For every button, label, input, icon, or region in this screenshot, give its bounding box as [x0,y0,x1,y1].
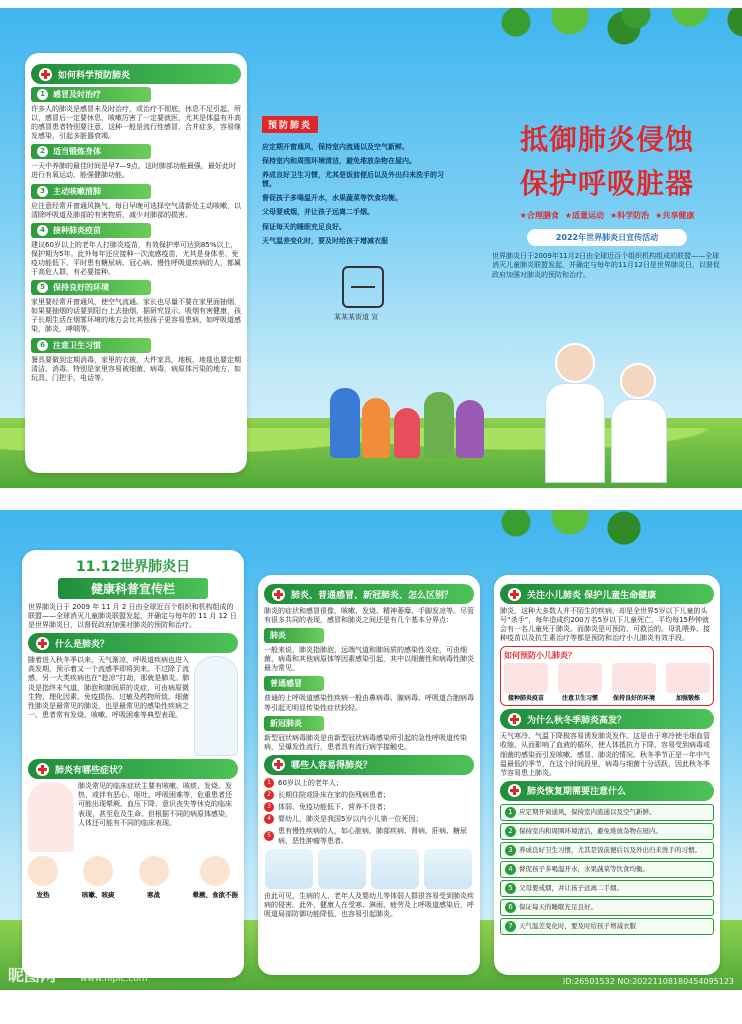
middle-list-item: 天气温差变化时，要及时给孩子增减衣服 [262,236,388,245]
what-header: 什么是肺炎？ [28,633,238,653]
left-panel [25,53,247,473]
child-header: 关注小儿肺炎 保护儿童生命健康 [500,584,714,604]
diff-text: 肺炎的症状和感冒很像，咳嗽、发烧、精神萎靡、手脚发凉等。尽管有很多共同的表现，感冒和肺炎之间还是有几个基本分界点： [264,607,474,625]
cover-tag: ★合理膳食 [519,211,559,220]
prevent-item [666,663,710,702]
recovery-text: 养成良好卫生习惯，尤其是饭前便后以及外出归来洗手的习惯。 [519,845,701,854]
patient-image [318,849,366,889]
prevent-label: 加强锻炼 [675,695,700,703]
section-title [31,280,151,295]
watermark-logo: 昵图网 [8,966,57,985]
risk-text: 由此可见，生病的人、老年人及婴幼儿等体弱人群很容易受到肺炎疾病的侵害。此外，健康人在受寒、淋雨、疲劳及上呼吸道感染后，呼吸道局部防御功能降低，也容易引起肺炎。 [264,891,474,919]
prevent-image [558,663,602,693]
pneumonia-label: 肺炎 [264,628,324,643]
prevent-box [500,646,714,706]
recovery-number: 1 [505,807,516,818]
risk-item [264,814,474,824]
symptom-icons [28,856,238,899]
risk-item [264,790,474,800]
recovery-number: 5 [505,883,516,894]
prevent-item [504,663,548,702]
seal-box [342,266,384,308]
pneumonia-text: 一般来说，肺炎指肺泡、远端气道和肺间质的感染性炎症，可由细菌、病毒和其他病原体等因素感染引起，其中以细菌性和病毒性肺炎最为常见。 [264,646,474,673]
recovery-text: 父母要戒烟，并让孩子远离二手烟。 [519,883,623,892]
doctor-figure [194,656,238,756]
symptom-label: 寒战 [147,891,160,900]
section-number: 1 [37,89,48,100]
tree-leaves [600,8,742,50]
symptom-item [82,856,115,899]
recovery-text: 督促孩子多喝温开水，水果蔬菜等饮食均衡。 [519,864,649,873]
recovery-item [500,899,714,916]
section-title-label: 感冒及时治疗 [53,90,101,99]
medical-cross-icon [272,758,285,771]
section-text: 一天中养肺的最佳时间是早7—9点，这时肺部功能最强，最好此时进行有氧运动，能强健肺功能。 [31,162,236,180]
covid-text: 新型冠状病毒肺炎是由新型冠状病毒感染所引起的急性呼吸道传染病，呈爆发性流行，患者具有流行病学接触史。 [264,733,467,751]
middle-list-item: 督促孩子多喝温开水，水果蔬菜等饮食均衡。 [262,194,402,203]
symptom-figure [28,856,58,886]
cover-tag: ★共享健康 [655,211,695,220]
risk-number: 4 [264,814,274,824]
medical-cross-icon [272,588,285,601]
cover-title-1: 抵御肺炎侵蚀 [519,123,694,156]
risk-images [264,849,474,889]
prevent-items [504,663,710,702]
prevent-label: 注意卫生习惯 [561,695,598,703]
risk-number: 3 [264,802,274,812]
autumn-header: 为什么秋冬季肺炎高发？ [500,709,714,729]
what-block [28,656,238,756]
risk-text: 婴幼儿，肺炎是我国5岁以内小儿第一位死因； [278,814,423,823]
middle-list-item: 应定期开窗通风，保持室内流通以及空气新鲜。 [262,143,409,151]
recovery-number: 6 [505,902,516,913]
watermark-id: ID:26501532 NO:20221108180454095123 [562,977,734,986]
recovery-text: 保证每天的睡眠充足良好。 [519,902,597,911]
middle-list-item: 保证每天的睡眠充足良好。 [262,222,346,231]
cold-label: 普通感冒 [264,676,324,691]
cover-banner: 2022年世界肺炎日宣传活动 [527,229,687,246]
day-title: 11.12世界肺炎日 [75,559,191,575]
recovery-number: 2 [505,826,516,837]
risk-text: 患有慢性疾病的人，如心脏病、肺部疾病、肾病、肝病、糖尿病、恶性肿瘤等患者。 [278,826,467,845]
middle-list [262,143,452,246]
seal-line [351,286,375,288]
recovery-text: 应定期开窗通风，保持室内流通以及空气新鲜。 [519,807,656,816]
section-text: 建议60岁以上的老年人打肺炎疫苗，有效保护率可达到85%以上，保护期为5年。此外每年还应接种一次流感疫苗，尤其是身体差、免疫功能低下、平时患有糖尿病、冠心病、慢性呼吸道疾病的人，都属于高危人群，有必要接种。 [31,240,241,277]
prevent-label: 接种肺炎疫苗 [507,695,544,703]
bottom-left-panel [22,550,244,978]
covid-label: 新冠肺炎 [264,716,324,731]
autumn-text: 天气寒冷、气温下降极容易诱发肺炎发作。这是由于寒冷使毛细血管收缩，从而影响了血液的循环，使人体抵抗力下降，容易受到病毒或细菌的感染而引发咳嗽、感冒、肺炎的情况。秋冬季节正是一年中气温最低的季节，在这个时间段里，病毒与细菌十分活跃，因此秋冬季节容易患上肺炎。 [500,732,710,777]
symptom-figure [83,856,113,886]
section-title-label: 保持良好的环境 [53,283,109,293]
cover-tag: ★适量运动 [564,211,604,220]
risk-text: 长期住院或卧床在家的伤残病患者； [278,790,390,799]
risk-item [264,826,474,846]
recovery-header: 肺炎恢复期需要注意什么 [500,781,714,801]
family-illustration [320,368,490,488]
risk-item [264,802,474,812]
symptom-block [28,782,238,852]
prevent-item [558,663,602,702]
recovery-text: 天气温差变化时，要及时给孩子增减衣服 [519,921,636,930]
prevent-image [612,663,656,693]
middle-title: 预防肺炎 [262,116,318,133]
middle-column [262,113,452,322]
symptom-figure [200,856,230,886]
cover [492,118,722,280]
recovery-item [500,918,714,935]
cold-text: 普通的上呼吸道感染性疾病一般由鼻病毒、腺病毒、呼吸道合胞病毒等引起无明显传染性症状较轻。 [264,694,474,712]
what-text: 随着进入秋冬季以来，天气渐凉，呼吸道疾病也进入高发期，预示着又一个流感季即将到来。不过除了流感，另一大类疾病也在“趁凉”打劫，那就是肺炎。肺炎是指终末气道、肺泡和肺间质的炎症，可由病原微生物、理化因素、免疫损伤、过敏及药物所致。细菌性肺炎是最常见的肺炎，也是最常见的感染性疾病之一。患者常有发烧、咳嗽、呼吸困难等典型表现。 [28,656,190,719]
section-title [31,338,151,353]
prevent-image [504,663,548,693]
cover-tag: ★科学防治 [610,211,650,220]
watermark-url: www.nipic.com [80,974,148,984]
cover-tags [492,210,722,221]
section-title-label: 注意卫生习惯 [53,340,101,350]
symptom-label: 咳嗽、咳痰 [82,891,115,900]
risk-list [264,778,474,846]
medical-cross-icon [36,637,49,650]
risk-number: 1 [264,778,274,788]
risk-header: 哪些人容易得肺炎？ [264,755,474,775]
medical-cross-icon [36,763,49,776]
cover-title-2: 保护呼吸脏器 [519,167,694,200]
recovery-item [500,804,714,821]
top-sheet [0,8,742,488]
recovery-number: 3 [505,845,516,856]
recovery-item [500,842,714,859]
section-number: 6 [37,340,48,351]
prevent-title: 如何预防小儿肺炎？ [504,651,576,661]
child-text: 肺炎，这种大多数人并不陌生的疾病，却是全世界5岁以下儿童的头号“杀手”，每年造成约200万名5岁以下儿童死亡，平均每15秒钟就会有一名儿童死于肺炎。而肺炎是可预防、可救治的。母乳喂养、接种疫苗以及抗生素治疗等都是预防和治疗小儿肺炎有效手段。 [500,607,710,643]
symptom-item [28,856,58,899]
section-title-label: 接种肺炎疫苗 [53,225,101,235]
section-header: 如何科学预防肺炎 [31,64,241,84]
recovery-list [500,804,714,935]
risk-number: 2 [264,790,274,800]
diff-header: 肺炎、普通感冒、新冠肺炎、怎么区别？ [264,584,474,604]
section-title-label: 适当锻炼身体 [53,147,101,157]
section-text: 家里要经常开窗通风，使空气流通。家长也尽量不要在家里面抽烟，如果要抽烟的话要到阳台上去抽烟，据研究显示，吸烟有害健康，孩子长期生活在烟雾环境的地方会比其他孩子更容易患病，如呼吸道感染，肺炎，哮喘等。 [31,298,241,334]
section-title [31,223,151,238]
risk-item [264,778,474,788]
recovery-item [500,823,714,840]
section-text: 许多人的肺炎是感冒未及时治疗，或治疗不彻底，休息不足引起，所以，感冒后一定要休息，咳嗽厉害了一定要就医，尤其是体温有升高的感冒患者特别要注意，这种一般是流行性感冒，合并症多，容易继发感染，引起多脏器衰竭。 [31,105,241,141]
medical-cross-icon [508,784,521,797]
recovery-number: 4 [505,864,516,875]
hospital-image [424,849,472,889]
prevent-item [612,663,656,702]
tree-leaves [480,510,660,558]
risk-text: 60岁以上的老年人； [278,778,343,787]
medical-cross-icon [508,588,521,601]
symptom-text: 肺炎常见的临床症状主要有咳嗽、咳痰、发烧、发热，或伴有恶心、呕吐、呼吸困难等，危重患者还可能出现晕厥、血压下降、意识丧失等休克的临床表现，甚至危及生命。但根据不同的病原体感染，人体还可能有不同的临床表现。 [78,782,232,827]
prevent-label: 保持良好的环境 [612,695,655,703]
bottom-sheet [0,510,742,990]
lungs-figure [28,782,74,852]
section-title [31,87,151,102]
section-number: 5 [37,282,48,293]
section-title [31,144,151,159]
recovery-item [500,880,714,897]
elderly-image [265,849,313,889]
recovery-text: 保持室内和周围环境清洁，避免堆放杂物在屋内。 [519,826,662,835]
risk-text: 体弱、免疫功能低下、营养不良者； [278,802,390,811]
middle-list-item: 父母要戒烟，并让孩子远离二手烟。 [262,208,374,217]
section-number: 4 [37,225,48,236]
recovery-number: 7 [505,921,516,932]
section-title-label: 主动咳嗽清肺 [53,186,101,196]
middle-list-item: 养成良好卫生习惯，尤其是饭前便后以及外出归来洗手的习惯。 [262,171,444,189]
section-number: 3 [37,186,48,197]
prevention-sections [31,87,241,383]
section-title [31,184,151,199]
section-text: 应注意经常开窗通风换气，每日早晚可选择空气清新处主动咳嗽，以清除呼吸道及肺部的有害物质，减少对肺部的损害。 [31,201,241,219]
risk-number: 5 [264,831,274,841]
recovery-item [500,861,714,878]
cover-text: 世界肺炎日于2009年11月2日由全球近百个组织机构组成的联盟——全球消灭儿童肺炎联盟发起，并确定与每年的11月12日是世界肺炎日，以督促政府加强对肺炎的预防和治疗。 [492,252,720,279]
day-intro: 世界肺炎日于 2009 年 11 月 2 日由全球近百个组织和机构组成的联盟——全球消灭儿童肺炎联盟发起，并确定与每年的 11 月 12 日是世界肺炎日，以督促政府加强对肺炎的预防和治疗。 [28,603,237,630]
day-banner: 健康科普宣传栏 [58,578,208,599]
middle-list-item: 保持室内和周围环境清洁，避免堆放杂物在屋内。 [262,157,416,166]
bottom-right-panel [494,575,720,975]
symptom-label: 发热 [36,891,50,900]
doctors-illustration [545,343,685,483]
symptom-header: 肺炎有哪些症状？ [28,759,238,779]
symptom-item [139,856,169,899]
sign-text: 某某某街道 宣 [334,312,379,321]
symptom-item [193,856,239,899]
section-number: 2 [37,146,48,157]
symptom-label: 晕厥、食欲不振 [192,891,238,900]
medical-cross-icon [39,68,52,81]
prevent-image [666,663,710,693]
medical-cross-icon [508,713,521,726]
kids-image [371,849,419,889]
symptom-figure [139,856,169,886]
section-text: 餐具要做到定期消毒，家里的衣被，大件家具，地板，地毯也要定期清洁，消毒。特别是家里容易被细菌，病毒，病原体污染的地方，如玩具，门把手，电话等。 [31,355,241,382]
bottom-middle-panel [258,575,480,975]
